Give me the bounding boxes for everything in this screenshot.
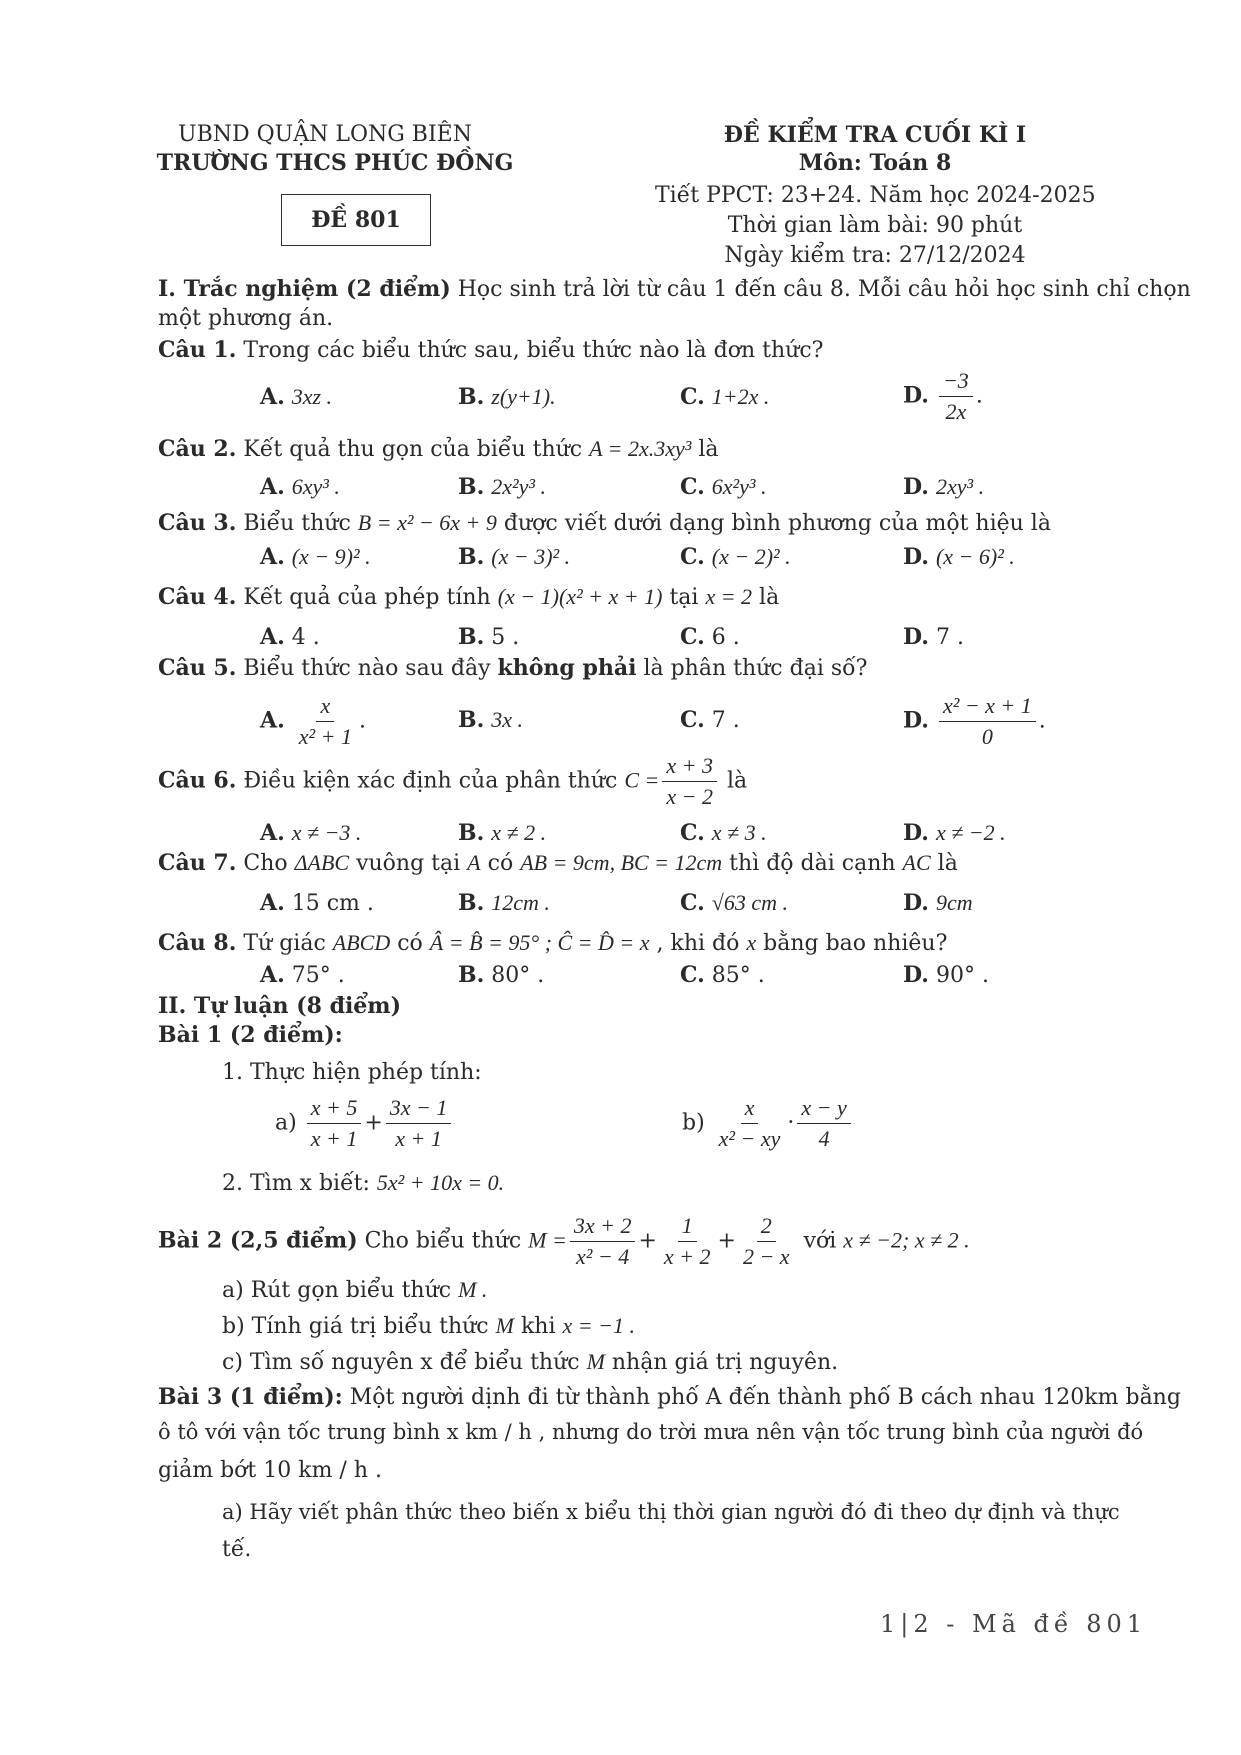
bai1-item1: 1. Thực hiện phép tính: (222, 1060, 482, 1085)
q6-option-c[interactable]: C. x ≠ 3 . (680, 820, 767, 846)
q4-option-a[interactable]: A. 4 . (260, 624, 320, 650)
q7-option-d[interactable]: D. 9cm (903, 890, 973, 916)
q4-option-c[interactable]: C. 6 . (680, 624, 740, 650)
q6-option-b[interactable]: B. x ≠ 2 . (458, 820, 547, 846)
q7-option-c[interactable]: C. √63 cm . (680, 890, 789, 916)
bai3-line1: Bài 3 (1 điểm): Một người dịnh đi từ thành phố A đến thành phố B cách nhau 120km bằng (158, 1384, 1181, 1410)
q1-option-b[interactable]: B. z(y+1). (458, 384, 556, 410)
q2-option-c[interactable]: C. 6x²y³ . (680, 474, 767, 500)
question-1: Câu 1. Trong các biểu thức sau, biểu thức nào là đơn thức? (158, 337, 824, 363)
q3-option-a[interactable]: A. (x − 9)² . (260, 544, 371, 570)
question-8: Câu 8. Tứ giác ABCD có Â = B̂ = 95° ; Ĉ = D̂ = x , khi đó x bằng bao nhiêu? (158, 930, 948, 956)
bai1-a: a) $\frac{x + 5}{x + 1}$ + $\frac{3x - 1}{x + 1}$ (275, 1095, 454, 1152)
bai2-b: b) Tính giá trị biểu thức M khi x = −1 . (222, 1313, 635, 1339)
q5-option-a[interactable]: A. $\frac{x}{\text{x² + 1}}$ . (260, 693, 366, 749)
bai3-a-line1: a) Hãy viết phân thức theo biến x biểu thị thời gian người đó đi theo dự định và thực (222, 1500, 1120, 1524)
question-4: Câu 4. Kết quả của phép tính (x − 1)(x² + x + 1) tại x = 2 là (158, 584, 780, 610)
question-5: Câu 5. Biểu thức nào sau đây không phải là phân thức đại số? (158, 655, 868, 681)
part1-intro: I. Trắc nghiệm (2 điểm) Học sinh trả lời từ câu 1 đến câu 8. Mỗi câu hỏi học sinh chỉ chọn (158, 276, 1191, 302)
q1-option-d[interactable]: D. $\frac{-3}{2x}$ . (903, 368, 983, 424)
q7-option-b[interactable]: B. 12cm . (458, 890, 550, 916)
bai1-title: Bài 1 (2 điểm): (158, 1022, 343, 1048)
q6-option-a[interactable]: A. x ≠ −3 . (260, 820, 362, 846)
q3-option-b[interactable]: B. (x − 3)² . (458, 544, 571, 570)
part1-intro-2: một phương án. (158, 306, 334, 331)
q6-option-d[interactable]: D. x ≠ −2 . (903, 820, 1006, 846)
period-year: Tiết PPCT: 23+24. Năm học 2024-2025 (655, 183, 1096, 208)
exam-code: ĐỀ 801 (311, 207, 401, 233)
question-7: Câu 7. Cho ΔABC vuông tại A có AB = 9cm, BC = 12cm thì độ dài cạnh AC là (158, 850, 958, 876)
bai3-line2: ô tô với vận tốc trung bình x km / h , nhưng do trời mưa nên vận tốc trung bình của người đó (158, 1420, 1144, 1444)
question-6: Câu 6. Điều kiện xác định của phân thức C = $\frac{x + 3}{x - 2}$ là (158, 753, 748, 809)
q1-option-a[interactable]: A. 3xz . (260, 384, 333, 410)
part1-title: I. Trắc nghiệm (2 điểm) (158, 276, 451, 302)
q5-option-b[interactable]: B. 3x . (458, 707, 524, 733)
bai3-a-line2: tế. (222, 1537, 252, 1562)
page-footer: 1|2 - Mã đề 801 (880, 1610, 1148, 1638)
exam-date: Ngày kiểm tra: 27/12/2024 (724, 243, 1026, 268)
bai3-line3: giảm bớt 10 km / h . (158, 1458, 382, 1483)
q5-option-d[interactable]: D. $\frac{\text{x² − x + 1}}{0}$ . (903, 693, 1046, 749)
q2-option-a[interactable]: A. 6xy³ . (260, 474, 340, 500)
q5-option-c[interactable]: C. 7 . (680, 707, 740, 733)
q7-option-a[interactable]: A. 15 cm . (260, 890, 374, 916)
question-3: Câu 3. Biểu thức B = x² − 6x + 9 được viết dưới dạng bình phương của một hiệu là (158, 510, 1051, 536)
duration: Thời gian làm bài: 90 phút (727, 213, 1023, 238)
q3-option-c[interactable]: C. (x − 2)² . (680, 544, 791, 570)
bai2-statement: Bài 2 (2,5 điểm) Cho biểu thức M = $\frac{3x + 2}{\text{x² − 4}}$ + $\frac{1}{x + 2}$ + $\frac{2}{2 - x}$ với x ≠ −2; x ≠ 2 . (158, 1213, 970, 1269)
bai1-item2: 2. Tìm x biết: 5x² + 10x = 0. (222, 1170, 505, 1196)
question-2: Câu 2. Kết quả thu gọn của biểu thức A = 2x.3xy³ là (158, 436, 719, 462)
q8-option-c[interactable]: C. 85° . (680, 962, 765, 988)
subject: Môn: Toán 8 (798, 150, 952, 176)
q2-option-d[interactable]: D. 2xy³ . (903, 474, 985, 500)
part2-title: II. Tự luận (8 điểm) (158, 993, 401, 1019)
q4-option-b[interactable]: B. 5 . (458, 624, 520, 650)
bai2-c: c) Tìm số nguyên x để biểu thức M nhận giá trị nguyên. (222, 1349, 839, 1375)
q1-option-c[interactable]: C. 1+2x . (680, 384, 770, 410)
q4-option-d[interactable]: D. 7 . (903, 624, 964, 650)
bai1-b: b) $\frac{x}{\text{x² − xy}}$ · $\frac{x - y}{4}$ (682, 1095, 854, 1152)
exam-title: ĐỀ KIỂM TRA CUỐI KÌ I (723, 122, 1027, 148)
school-name: TRƯỜNG THCS PHÚC ĐỒNG (156, 150, 514, 176)
q2-option-b[interactable]: B. 2x²y³ . (458, 474, 546, 500)
q8-option-d[interactable]: D. 90° . (903, 962, 989, 988)
q8-option-a[interactable]: A. 75° . (260, 962, 345, 988)
district-name: UBND QUẬN LONG BIÊN (178, 122, 472, 147)
q8-option-b[interactable]: B. 80° . (458, 962, 545, 988)
bai2-a: a) Rút gọn biểu thức M . (222, 1277, 488, 1303)
q3-option-d[interactable]: D. (x − 6)² . (903, 544, 1015, 570)
